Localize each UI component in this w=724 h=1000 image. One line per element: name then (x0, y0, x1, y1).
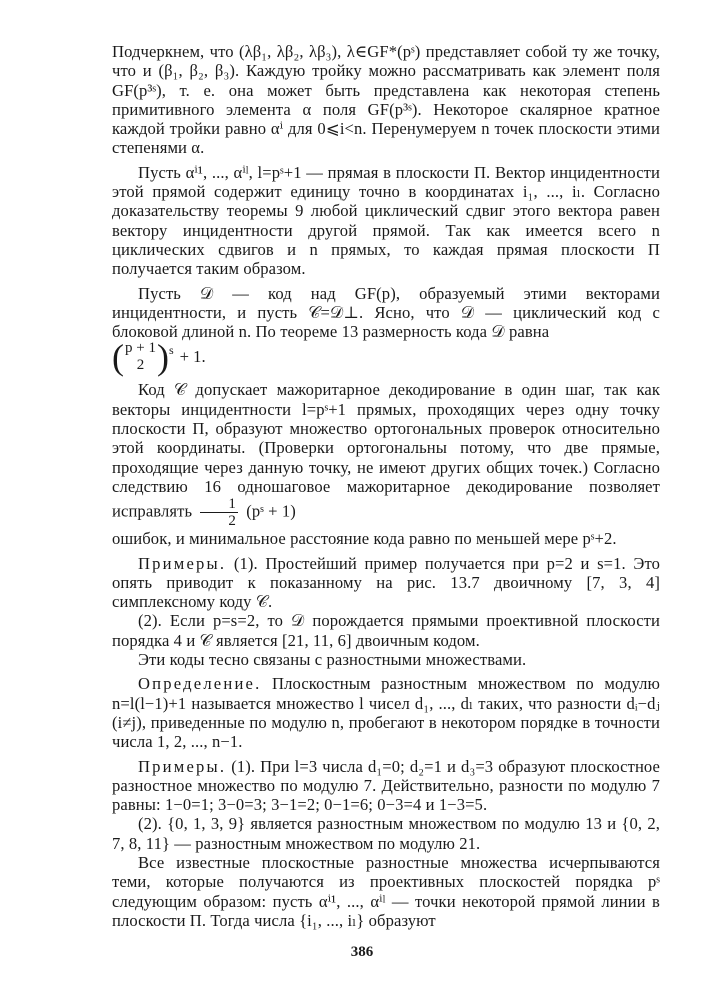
page-number: 386 (350, 944, 374, 960)
examples-label-2: Примеры. (138, 756, 227, 776)
paragraph-7: (2). Если p=s=2, то 𝒟 порождается прямыми проективной плоскости порядка 4 и 𝒞 является [21, 11, 6] двоичным кодом. (112, 611, 660, 650)
paragraph-10 (112, 757, 660, 815)
paragraph-11: (2). {0, 1, 3, 9} является разностным множеством по модулю 13 и {0, 2, 7, 8, 11} — разностным множеством по модулю 21. (112, 814, 660, 853)
fraction-tail: (pˢ + 1) (246, 501, 296, 521)
paragraph-10-text: (1). При l=3 числа d₁=0; d₂=1 и d₃=3 образуют плоскостное разностное множество по модулю 7. Действительно, разности по модулю 7 равны: 1−0=1; 3−0=3; 3−1=2; 0−1=6; 0−3=4 и 1−3=5. (112, 756, 660, 815)
paragraph-8: Эти коды тесно связаны с разностными множествами. (138, 650, 527, 670)
binomial-bottom: 2 (136, 357, 145, 374)
paragraph-6 (112, 554, 660, 612)
paragraph-9 (112, 674, 660, 751)
paragraph-12: Все известные плоскостные разностные множества исчерпываются теми, которые получаются из проективных плоскостей порядка pˢ следующим образом: пусть αⁱ¹, ..., αⁱˡ — точки некоторой прямой линии в плоскости Π. Тогда числа {i₁, ..., iₗ} образуют (112, 852, 660, 930)
paragraph-5: ошибок, и минимальное расстояние кода равно по меньшей мере pˢ+2. (112, 529, 617, 549)
paragraph-1: Подчеркнем, что (λβ₁, λβ₂, λβ₃), λ∈GF*(pˢ) представляет собой ту же точку, что и (β₁, β₂, β₃). Каждую тройку можно рассматривать как элемент поля GF(p³ˢ), т. е. она может быть представлена как некоторая степень примитивного элемента α поля GF(p³ˢ). Некоторое скалярное кратное каждой тройки равно αⁱ для 0⩽i<n. Перенумеруем n точек плоскости этими степенями α. (112, 42, 660, 158)
binomial-expression: ( p + 1 2 ) $^s$ + 1. (112, 337, 206, 378)
fraction-denominator: 2 (228, 513, 236, 530)
binomial-tail: + 1. (179, 347, 206, 367)
paragraph-9-text: Плоскостным разностным множеством по модулю n=l(l−1)+1 называется множество l чисел d₁, ..., dₗ таких, что разности dᵢ−dⱼ (i≠j), приведенные по модулю n, пробегают в некотором порядке в точности числа 1, 2, ..., n−1. (112, 674, 661, 752)
paragraph-4 (112, 380, 660, 529)
paragraph-2: Пусть αⁱ¹, ..., αⁱˡ, l=pˢ+1 — прямая в плоскости Π. Вектор инцидентности этой прямой содержит единицу точно в координатах i₁, ..., iₗ. Согласно доказательству теоремы 9 любой циклический сдвиг этого вектора равен вектору инцидентности другой прямой. Так как имеется всего n циклических сдвигов и n прямых, то каждая прямая плоскости Π получается таким образом. (112, 162, 660, 279)
fraction-one-half (200, 496, 238, 529)
paragraph-4-text: Код 𝒞 допускает мажоритарное декодирование в один шаг, так как векторы инцидентности l=pˢ+1 прямых, проходящих через одну точку плоскости Π, образуют множество ортогональных проверок относительно этой координаты. (Проверки ортогональны потому, что две прямые, проходящие через данную точку, не имеют других общих точек.) Согласно следствию 16 одношаговое мажоритарное декодирование позволяет исправлять (112, 380, 660, 521)
dimension-formula (112, 337, 660, 378)
paragraph-3-text: Пусть 𝒟 — код над GF(p), образуемый этими векторами инцидентности, и пусть 𝒞=𝒟⊥. Ясно, что 𝒟 — циклический код с блоковой длиной n. По теореме 13 размерность кода 𝒟 равна (112, 283, 660, 342)
binomial-top: p + 1 (125, 340, 156, 357)
paragraph-3 (112, 284, 660, 342)
paragraph-6-text: (1). Простейший пример получается при p=2 и s=1. Это опять приводит к показанному на рис. 13.7 двоичному [7, 3, 4] симплексному коду 𝒞. (112, 553, 660, 612)
examples-label-1: Примеры. (138, 553, 227, 573)
binomial-exponent: s (168, 343, 174, 358)
definition-label: Определение. (138, 674, 262, 694)
fraction-numerator: 1 (200, 496, 238, 513)
